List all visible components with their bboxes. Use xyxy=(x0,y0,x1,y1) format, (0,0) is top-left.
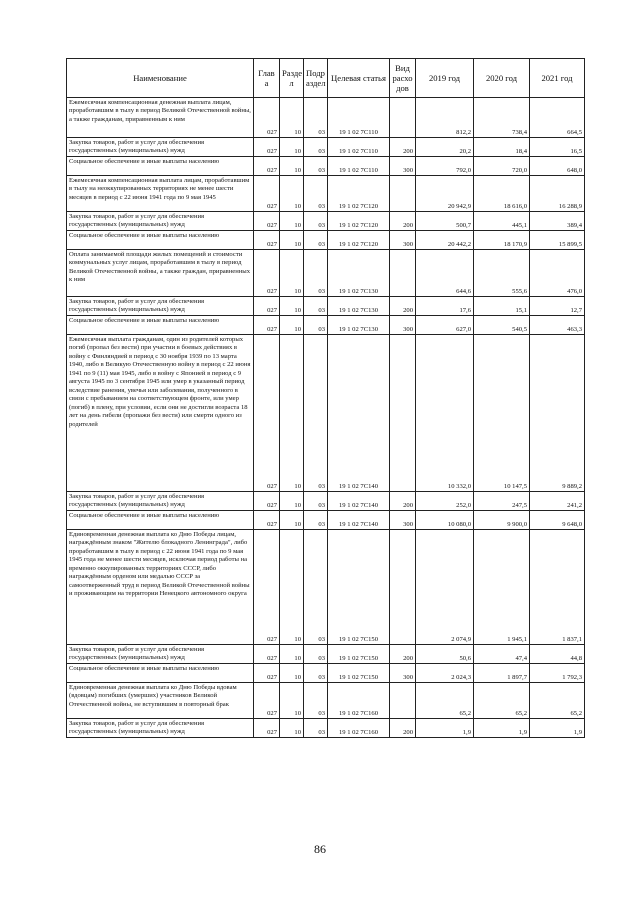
row-chapter: 027 xyxy=(254,316,280,335)
header-target-item: Целевая статья xyxy=(328,59,390,98)
row-chapter: 027 xyxy=(254,645,280,664)
row-expense-type: 200 xyxy=(390,645,416,664)
row-value-2019: 252,0 xyxy=(416,492,474,511)
row-expense-type xyxy=(390,98,416,138)
row-value-2021: 16,5 xyxy=(530,138,585,157)
table-row xyxy=(67,231,585,250)
row-value-2019: 1,9 xyxy=(416,719,474,738)
row-expense-type: 300 xyxy=(390,316,416,335)
row-name: Закупка товаров, работ и услуг для обеспечения государственных (муниципальных) нужд xyxy=(67,645,254,664)
row-subsection: 03 xyxy=(304,176,328,212)
row-target-item: 19 1 02 7С160 xyxy=(328,719,390,738)
row-value-2021: 44,8 xyxy=(530,645,585,664)
row-name: Закупка товаров, работ и услуг для обеспечения государственных (муниципальных) нужд xyxy=(67,138,254,157)
row-value-2019: 627,0 xyxy=(416,316,474,335)
row-name: Закупка товаров, работ и услуг для обеспечения государственных (муниципальных) нужд xyxy=(67,212,254,231)
row-subsection: 03 xyxy=(304,98,328,138)
row-section: 10 xyxy=(280,664,304,683)
row-target-item: 19 1 02 7С120 xyxy=(328,212,390,231)
row-target-item: 19 1 02 7С150 xyxy=(328,664,390,683)
row-value-2020: 1 945,1 xyxy=(474,530,530,645)
row-subsection: 03 xyxy=(304,335,328,492)
row-expense-type: 300 xyxy=(390,231,416,250)
table-row xyxy=(67,157,585,176)
table-row xyxy=(67,511,585,530)
row-name: Закупка товаров, работ и услуг для обеспечения государственных (муниципальных) нужд xyxy=(67,297,254,316)
row-value-2021: 16 288,9 xyxy=(530,176,585,212)
row-subsection: 03 xyxy=(304,530,328,645)
row-value-2021: 15 899,5 xyxy=(530,231,585,250)
row-section: 10 xyxy=(280,492,304,511)
row-value-2021: 12,7 xyxy=(530,297,585,316)
row-value-2021: 1,9 xyxy=(530,719,585,738)
row-subsection: 03 xyxy=(304,212,328,231)
row-target-item: 19 1 02 7С110 xyxy=(328,98,390,138)
header-2019: 2019 год xyxy=(416,59,474,98)
row-subsection: 03 xyxy=(304,231,328,250)
row-value-2021: 9 648,0 xyxy=(530,511,585,530)
row-value-2021: 664,5 xyxy=(530,98,585,138)
row-name: Социальное обеспечение и иные выплаты населению xyxy=(67,664,254,683)
row-subsection: 03 xyxy=(304,250,328,297)
row-section: 10 xyxy=(280,297,304,316)
row-value-2019: 10 332,0 xyxy=(416,335,474,492)
row-subsection: 03 xyxy=(304,511,328,530)
row-target-item: 19 1 02 7С160 xyxy=(328,683,390,719)
row-value-2021: 9 889,2 xyxy=(530,335,585,492)
row-expense-type: 300 xyxy=(390,511,416,530)
row-value-2020: 720,0 xyxy=(474,157,530,176)
row-value-2020: 18 170,9 xyxy=(474,231,530,250)
row-target-item: 19 1 02 7С110 xyxy=(328,157,390,176)
row-subsection: 03 xyxy=(304,316,328,335)
row-target-item: 19 1 02 7С140 xyxy=(328,492,390,511)
row-subsection: 03 xyxy=(304,683,328,719)
table-row xyxy=(67,492,585,511)
row-value-2019: 2 024,3 xyxy=(416,664,474,683)
row-name: Единовременная денежная выплата ко Дню Победы вдовам (вдовцам) погибших (умерших) участников Великой Отечественной войны, не вступившим в повторный брак xyxy=(67,683,254,719)
row-section: 10 xyxy=(280,138,304,157)
row-target-item: 19 1 02 7С140 xyxy=(328,511,390,530)
table-row xyxy=(67,98,585,138)
row-section: 10 xyxy=(280,511,304,530)
table-row xyxy=(67,316,585,335)
row-target-item: 19 1 02 7С150 xyxy=(328,645,390,664)
header-2021: 2021 год xyxy=(530,59,585,98)
row-value-2020: 1 897,7 xyxy=(474,664,530,683)
row-value-2021: 65,2 xyxy=(530,683,585,719)
row-expense-type: 200 xyxy=(390,297,416,316)
table-row xyxy=(67,138,585,157)
row-chapter: 027 xyxy=(254,664,280,683)
row-subsection: 03 xyxy=(304,297,328,316)
row-value-2019: 812,2 xyxy=(416,98,474,138)
row-value-2019: 20 442,2 xyxy=(416,231,474,250)
table-row xyxy=(67,335,585,492)
row-value-2021: 463,3 xyxy=(530,316,585,335)
header-name: Наименование xyxy=(67,59,254,98)
row-value-2021: 241,2 xyxy=(530,492,585,511)
row-name: Социальное обеспечение и иные выплаты населению xyxy=(67,231,254,250)
row-value-2020: 555,6 xyxy=(474,250,530,297)
row-expense-type: 200 xyxy=(390,138,416,157)
table-row xyxy=(67,250,585,297)
row-value-2020: 18 616,0 xyxy=(474,176,530,212)
row-chapter: 027 xyxy=(254,511,280,530)
row-expense-type xyxy=(390,683,416,719)
row-value-2020: 10 147,5 xyxy=(474,335,530,492)
row-target-item: 19 1 02 7С140 xyxy=(328,335,390,492)
table-row xyxy=(67,683,585,719)
row-chapter: 027 xyxy=(254,530,280,645)
row-chapter: 027 xyxy=(254,335,280,492)
row-name: Оплата занимаемой площади жилых помещений и стоимости коммунальных услуг лицам, проработавшим в тылу в период Великой Отечественной войны, а также граждан, приравненных к ним xyxy=(67,250,254,297)
table-row xyxy=(67,664,585,683)
header-section: Разде л xyxy=(280,59,304,98)
row-value-2020: 247,5 xyxy=(474,492,530,511)
row-subsection: 03 xyxy=(304,719,328,738)
row-expense-type: 300 xyxy=(390,664,416,683)
row-value-2021: 1 837,1 xyxy=(530,530,585,645)
row-expense-type xyxy=(390,176,416,212)
row-value-2021: 476,0 xyxy=(530,250,585,297)
row-expense-type: 200 xyxy=(390,492,416,511)
row-expense-type: 200 xyxy=(390,719,416,738)
row-value-2020: 65,2 xyxy=(474,683,530,719)
budget-table xyxy=(66,58,585,738)
row-section: 10 xyxy=(280,645,304,664)
row-expense-type xyxy=(390,250,416,297)
row-value-2020: 540,5 xyxy=(474,316,530,335)
table-row xyxy=(67,530,585,645)
row-chapter: 027 xyxy=(254,138,280,157)
row-value-2021: 648,0 xyxy=(530,157,585,176)
header-subsection: Подр аздел xyxy=(304,59,328,98)
row-expense-type: 300 xyxy=(390,157,416,176)
row-value-2019: 644,6 xyxy=(416,250,474,297)
row-section: 10 xyxy=(280,250,304,297)
row-value-2021: 389,4 xyxy=(530,212,585,231)
row-value-2019: 792,0 xyxy=(416,157,474,176)
row-chapter: 027 xyxy=(254,98,280,138)
row-name: Ежемесячная компенсационная выплата лицам, проработавшим в тылу на неоккупированных территориях не менее шести месяцев в период с 22 июня 1941 года по 9 мая 1945 xyxy=(67,176,254,212)
row-section: 10 xyxy=(280,176,304,212)
row-value-2019: 20 942,9 xyxy=(416,176,474,212)
row-section: 10 xyxy=(280,316,304,335)
row-chapter: 027 xyxy=(254,176,280,212)
row-name: Социальное обеспечение и иные выплаты населению xyxy=(67,316,254,335)
table-row xyxy=(67,297,585,316)
row-expense-type: 200 xyxy=(390,212,416,231)
row-target-item: 19 1 02 7С130 xyxy=(328,297,390,316)
row-section: 10 xyxy=(280,157,304,176)
row-value-2019: 17,6 xyxy=(416,297,474,316)
row-target-item: 19 1 02 7С120 xyxy=(328,176,390,212)
row-value-2019: 2 074,9 xyxy=(416,530,474,645)
row-section: 10 xyxy=(280,212,304,231)
header-expense-type: Вид расхо дов xyxy=(390,59,416,98)
row-name: Социальное обеспечение и иные выплаты населению xyxy=(67,511,254,530)
row-chapter: 027 xyxy=(254,492,280,511)
row-value-2019: 65,2 xyxy=(416,683,474,719)
row-value-2019: 10 080,0 xyxy=(416,511,474,530)
row-chapter: 027 xyxy=(254,231,280,250)
row-expense-type xyxy=(390,530,416,645)
row-name: Социальное обеспечение и иные выплаты населению xyxy=(67,157,254,176)
row-value-2019: 20,2 xyxy=(416,138,474,157)
row-target-item: 19 1 02 7С130 xyxy=(328,250,390,297)
row-subsection: 03 xyxy=(304,138,328,157)
page-number: 86 xyxy=(314,842,326,856)
row-target-item: 19 1 02 7С150 xyxy=(328,530,390,645)
row-value-2020: 1,9 xyxy=(474,719,530,738)
row-chapter: 027 xyxy=(254,212,280,231)
row-section: 10 xyxy=(280,98,304,138)
table-row xyxy=(67,176,585,212)
row-name: Ежемесячная компенсационная денежная выплата лицам, проработавшим в тылу в период Великой Отечественной войны, а также гражданам, приравненным к ним xyxy=(67,98,254,138)
row-subsection: 03 xyxy=(304,157,328,176)
row-subsection: 03 xyxy=(304,664,328,683)
row-chapter: 027 xyxy=(254,157,280,176)
row-target-item: 19 1 02 7С110 xyxy=(328,138,390,157)
row-chapter: 027 xyxy=(254,250,280,297)
row-name: Закупка товаров, работ и услуг для обеспечения государственных (муниципальных) нужд xyxy=(67,719,254,738)
row-section: 10 xyxy=(280,231,304,250)
row-value-2020: 18,4 xyxy=(474,138,530,157)
row-name: Ежемесячная выплата гражданам, один из родителей которых погиб (пропал без вести) при участии в боевых действиях в войну с Финляндией в период с 30 ноября 1939 по 13 марта 1940, либо в Великую Отечественную войну в период с 22 июня 1941 по 9 (11) мая 1945, либо в войну с Японией в период с 9 августа 1945 по 3 сентября 1945 или умер в указанный период вследствие ранения, увечья или заболевания, полученного в связи с пребыванием на соответствующем фронте, или умер (погиб) в плену, при условии, если они не достигли возраста 18 лет на день гибели (пропажи без вести) или смерти одного из родителей xyxy=(67,335,254,492)
row-section: 10 xyxy=(280,719,304,738)
header-2020: 2020 год xyxy=(474,59,530,98)
row-value-2019: 50,6 xyxy=(416,645,474,664)
row-value-2020: 47,4 xyxy=(474,645,530,664)
row-section: 10 xyxy=(280,683,304,719)
row-name: Единовременная денежная выплата ко Дню Победы лицам, награждённым знаком "Жителю блокадного Ленинграда", либо проработавшим в тылу в период с 22 июня 1941 года по 9 мая 1945 года не менее шести месяцев, исключая период работы на временно оккупированных территориях СССР, либо награждённым орденом или медалью СССР за самоотверженный труд в период Великой Отечественной войны и проживающим на территории Ненецкого автономного округа xyxy=(67,530,254,645)
row-value-2020: 15,1 xyxy=(474,297,530,316)
row-value-2020: 738,4 xyxy=(474,98,530,138)
row-value-2020: 445,1 xyxy=(474,212,530,231)
row-section: 10 xyxy=(280,530,304,645)
row-subsection: 03 xyxy=(304,492,328,511)
row-name: Закупка товаров, работ и услуг для обеспечения государственных (муниципальных) нужд xyxy=(67,492,254,511)
table-header-row xyxy=(67,59,585,98)
table-row xyxy=(67,645,585,664)
row-chapter: 027 xyxy=(254,719,280,738)
row-value-2020: 9 900,0 xyxy=(474,511,530,530)
row-value-2019: 500,7 xyxy=(416,212,474,231)
row-expense-type xyxy=(390,335,416,492)
row-chapter: 027 xyxy=(254,683,280,719)
row-section: 10 xyxy=(280,335,304,492)
row-chapter: 027 xyxy=(254,297,280,316)
table-body xyxy=(67,98,585,738)
table-row xyxy=(67,719,585,738)
header-chapter: Глав а xyxy=(254,59,280,98)
row-value-2021: 1 792,3 xyxy=(530,664,585,683)
row-target-item: 19 1 02 7С130 xyxy=(328,316,390,335)
row-subsection: 03 xyxy=(304,645,328,664)
row-target-item: 19 1 02 7С120 xyxy=(328,231,390,250)
table-row xyxy=(67,212,585,231)
